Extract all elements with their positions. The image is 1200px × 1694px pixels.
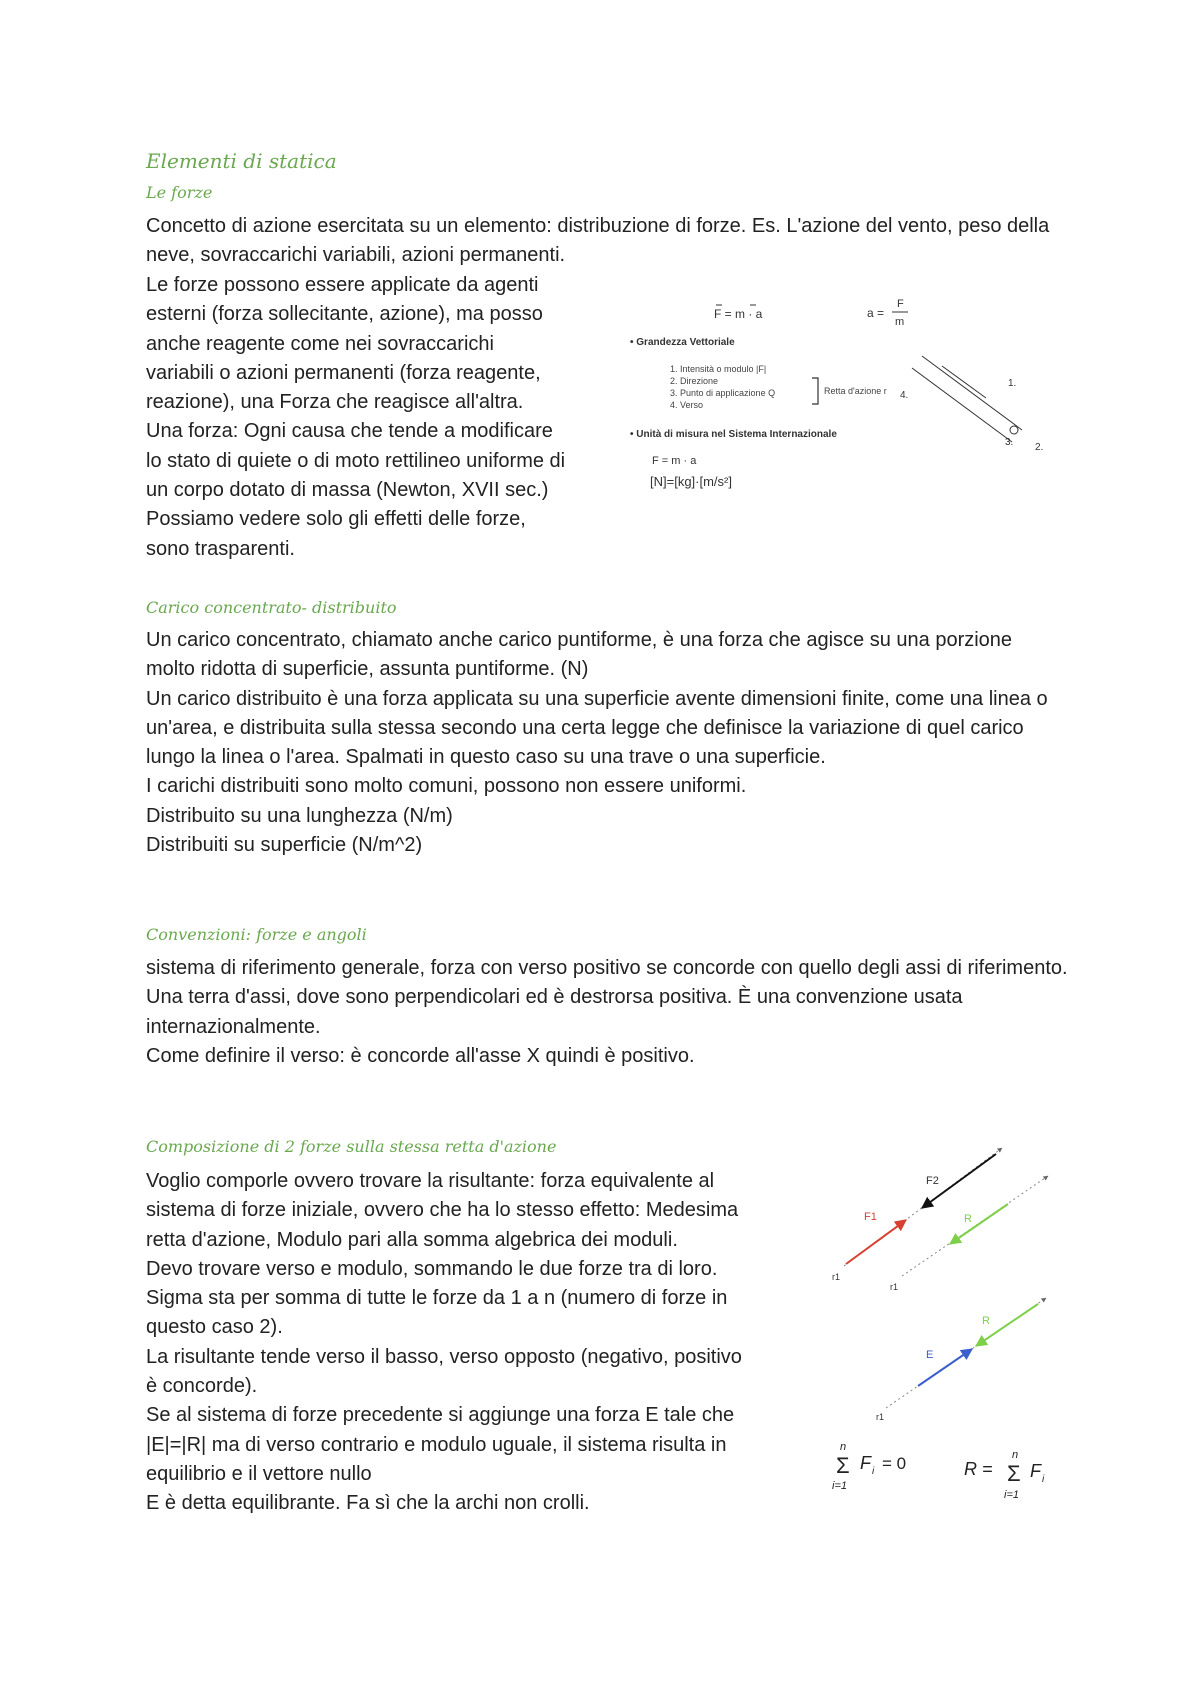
formula-newton: F = m · a: [714, 307, 763, 321]
bracket: [812, 378, 818, 404]
section-subtitle-composizione: Composizione di 2 forze sulla stessa retta d'azione: [146, 1137, 557, 1156]
label-r: R: [982, 1315, 990, 1327]
resultant-formula: [964, 1449, 1045, 1501]
sum-top: n: [1012, 1449, 1019, 1461]
paragraph: sistema di riferimento generale, forza con verso positivo se concorde con quello degli assi di riferimento.: [146, 957, 1068, 979]
line: variabili o azioni permanenti (forza reagente,: [146, 361, 541, 384]
diagram-label: 3.: [1005, 437, 1014, 448]
action-line: [922, 356, 1022, 430]
carico-text: [146, 626, 1066, 860]
label-e: E: [926, 1349, 934, 1361]
line: equilibrio e il vettore nullo: [146, 1462, 372, 1485]
line: Se al sistema di forze precedente si aggiunge una forza E tale che: [146, 1404, 735, 1427]
line: Le forze possono essere applicate da agenti: [146, 274, 539, 296]
label-f2: F2: [926, 1175, 939, 1187]
units-heading: • Unità di misura nel Sistema Internazionale: [630, 429, 837, 440]
action-line: [912, 368, 1012, 442]
vector-list-item: 1. Intensità o modulo |F|: [670, 364, 767, 374]
line: La risultante tende verso il basso, verso opposto (negativo, positivo: [146, 1345, 742, 1368]
vector-sub: i: [872, 1466, 875, 1477]
resultant-r-arrow: [950, 1204, 1008, 1244]
document-title: Elementi di statica: [146, 149, 337, 173]
paragraph: Una terra d'assi, dove sono perpendicolari ed è destrorsa positiva. È una convenzione usata internazionalmente.: [146, 986, 963, 1038]
line: sono trasparenti.: [146, 537, 295, 560]
formula-acc-lhs: a =: [867, 306, 885, 320]
section-subtitle-carico: Carico concentrato- distribuito: [146, 598, 397, 617]
vector-list-item: 3. Punto di applicazione Q: [670, 388, 776, 398]
force-f1-arrow: [846, 1220, 906, 1264]
diagram-label: 1.: [1008, 378, 1017, 389]
force-composition-figure: [826, 1138, 1056, 1518]
sum-bottom: i=1: [1004, 1489, 1019, 1501]
formula-acc-den: m: [895, 316, 905, 328]
line: esterni (forza sollecitante, azione), ma posso: [146, 303, 543, 326]
intro-paragraph: [146, 212, 1076, 271]
label-line: r1: [890, 1282, 899, 1292]
line: Devo trovare verso e modulo, sommando le due forze tra di loro.: [146, 1257, 718, 1280]
modulus-line: [942, 366, 986, 398]
line: |E|=|R| ma di verso contrario e modulo uguale, il sistema risulta in: [146, 1433, 727, 1456]
paragraph: Un carico concentrato, chiamato anche carico puntiforme, è una forza che agisce su una porzione molto ridotta di superficie, assunta puntiforme. (N): [146, 629, 1013, 681]
line: Voglio comporle ovvero trovare la risultante: forza equivalente al: [146, 1170, 715, 1192]
vector-f: F: [860, 1453, 871, 1473]
application-point: [1010, 426, 1018, 434]
line: E è detta equilibrante. Fa sì che la archi non crolli.: [146, 1492, 590, 1515]
paragraph: I carichi distribuiti sono molto comuni, possono non essere uniformi.: [146, 775, 747, 798]
formula-acc-num: F: [897, 298, 904, 310]
paragraph: Distribuito su una lunghezza (N/m): [146, 804, 453, 827]
forces-wrapped-text: [146, 271, 626, 564]
line: questo caso 2).: [146, 1316, 283, 1339]
sum-bottom: i=1: [832, 1480, 847, 1492]
section-subtitle-le-forze: Le forze: [146, 183, 213, 202]
line: un corpo dotato di massa (Newton, XVII sec.): [146, 479, 549, 502]
line: Possiamo vedere solo gli effetti delle forze,: [146, 508, 526, 531]
units-formula: [N]=[kg]·[m/s²]: [650, 474, 732, 489]
line: lo stato di quiete o di moto rettilineo uniforme di: [146, 449, 566, 472]
diagram-label: 2.: [1035, 442, 1044, 453]
paragraph: Come definire il verso: è concorde all'asse X quindi è positivo.: [146, 1044, 695, 1067]
line: retta d'azione, Modulo pari alla somma algebrica dei moduli.: [146, 1228, 678, 1251]
label-r: R: [964, 1213, 972, 1225]
composizione-text: [146, 1167, 826, 1519]
line: reazione), una Forza che reagisce all'altra.: [146, 391, 524, 414]
label-f1: F1: [864, 1211, 877, 1223]
sum-equilibrium-formula: [832, 1441, 906, 1492]
line: sistema di forze iniziale, ovvero che ha lo stesso effetto: Medesima: [146, 1199, 739, 1222]
vector-list-item: 4. Verso: [670, 400, 704, 410]
line: è concorde).: [146, 1375, 258, 1398]
sigma-icon: Σ: [1007, 1461, 1021, 1486]
convenzioni-text: [146, 954, 1076, 1071]
vector-heading: • Grandezza Vettoriale: [630, 337, 735, 348]
paragraph: Un carico distribuito è una forza applicata su una superficie avente dimensioni finite, come una linea o un'area, e distribuita sulla stessa secondo una certa legge che definisce la variazione di quel carico lungo la linea o l'area. Spalmati in questo caso su una trave o una superficie.: [146, 687, 1048, 769]
bracket-label: Retta d'azione r: [824, 386, 887, 396]
section-subtitle-convenzioni: Convenzioni: forze e angoli: [146, 925, 367, 944]
label-line: r1: [832, 1272, 841, 1282]
sum-top: n: [840, 1441, 847, 1453]
formula-newton-si: F = m · a: [652, 455, 697, 467]
force-definition-figure: [630, 290, 1050, 505]
paragraph: Concetto di azione esercitata su un elemento: distribuzione di forze. Es. L'azione del vento, peso della neve, sovraccarichi variabili, azioni permanenti.: [146, 215, 1050, 267]
res-eq: R =: [964, 1459, 993, 1479]
line: Una forza: Ogni causa che tende a modificare: [146, 420, 553, 443]
label-line: r1: [876, 1412, 885, 1422]
paragraph: Distribuiti su superficie (N/m^2): [146, 834, 423, 857]
vector-f: F: [1030, 1461, 1041, 1481]
vector-sub: i: [1042, 1474, 1045, 1485]
vector-list-item: 2. Direzione: [670, 376, 719, 386]
diagram-label: 4.: [900, 390, 909, 401]
sigma-icon: Σ: [836, 1453, 850, 1478]
sum-eq-zero: = 0: [882, 1454, 907, 1473]
line: anche reagente come nei sovraccarichi: [146, 332, 494, 355]
line: Sigma sta per somma di tutte le forze da 1 a n (numero di forze in: [146, 1287, 728, 1310]
